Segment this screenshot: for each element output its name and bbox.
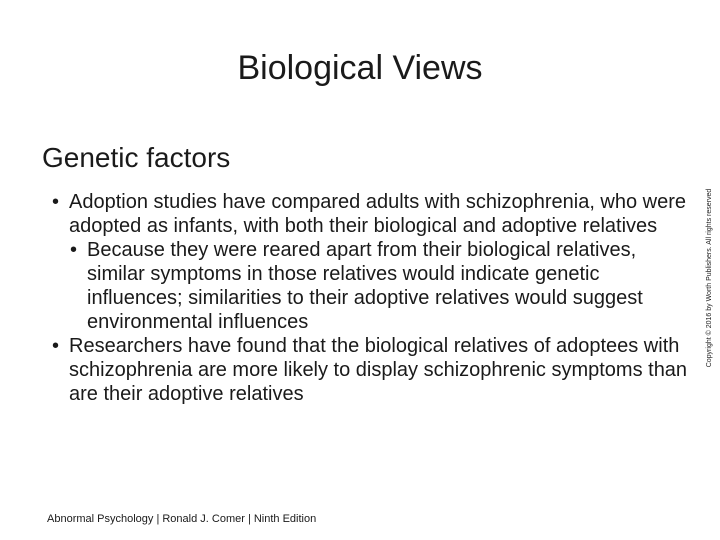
bullet-dot-icon: •: [70, 239, 78, 261]
bullet-text: Adoption studies have compared adults with schizophrenia, who were adopted as infants, with both their biological and adoptive relatives: [69, 191, 687, 237]
bullet-dot-icon: •: [52, 191, 60, 213]
copyright-notice: Copyright © 2016 by Worth Publishers. All rights reserved: [706, 188, 713, 368]
bullet-text: Researchers have found that the biological relatives of adoptees with schizophrenia are more likely to display schizophrenic symptoms than are their adoptive relatives: [69, 335, 688, 405]
slide-footer: Abnormal Psychology | Ronald J. Comer | Ninth Edition: [47, 513, 317, 525]
slide-title: Biological Views: [237, 49, 483, 87]
sub-bullet-text: Because they were reared apart from their biological relatives, similar symptoms in those relatives would indicate genetic influences; similarities to their adoptive relatives would suggest environmental influences: [87, 239, 643, 333]
sub-bullet-item: [70, 238, 692, 334]
section-heading: Genetic factors: [42, 142, 231, 173]
bullet-dot-icon: •: [52, 335, 60, 357]
bullet-item: [52, 190, 692, 238]
bullet-item: [52, 334, 692, 406]
bullet-list: [52, 190, 692, 406]
